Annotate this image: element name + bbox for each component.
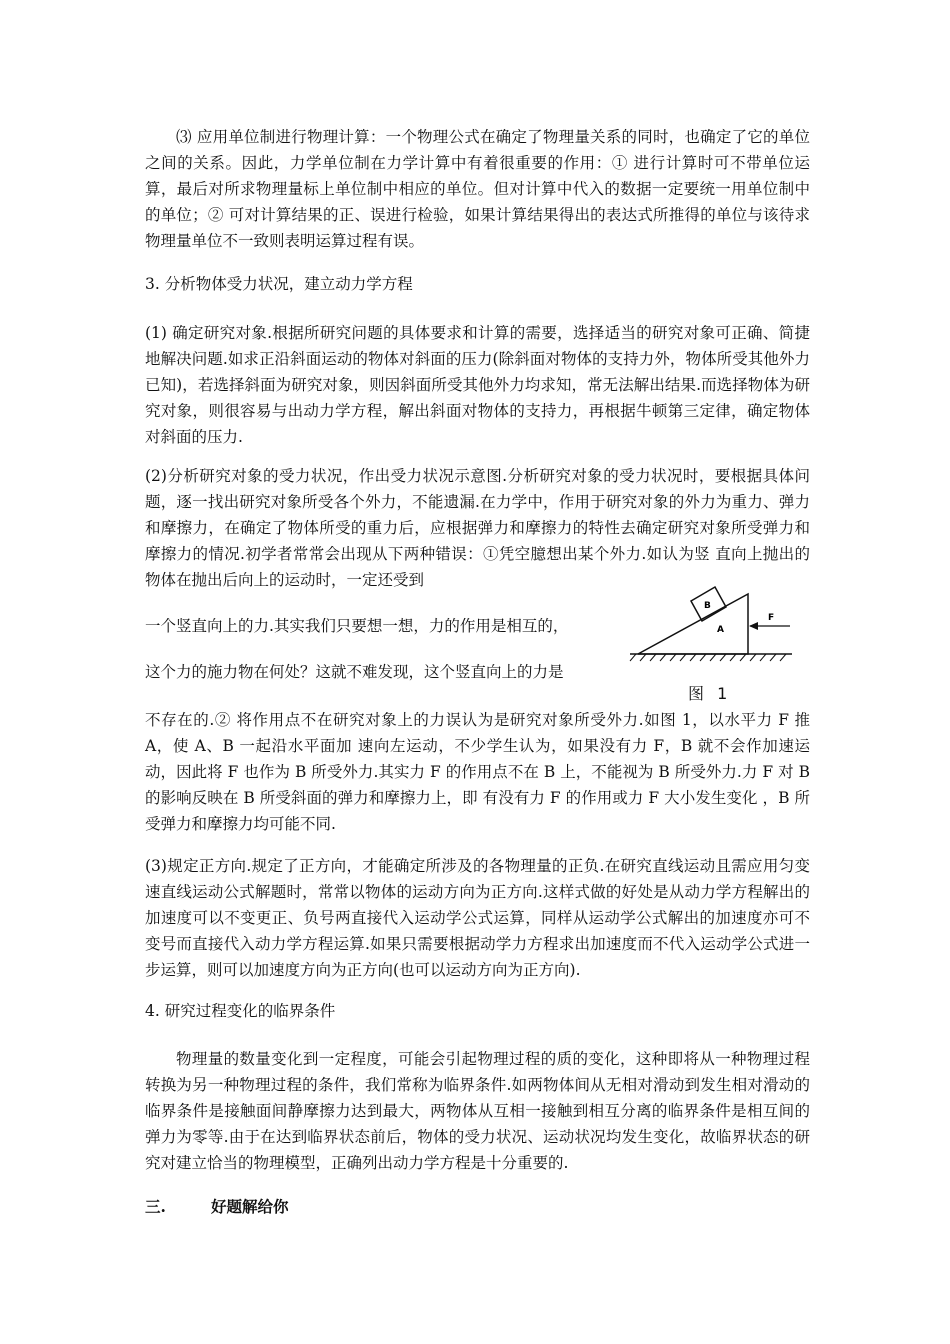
section-number: 三. bbox=[145, 1197, 166, 1216]
label-b: B bbox=[704, 601, 711, 611]
paragraph-positive-direction: (3)规定正方向.规定了正方向，才能确定所涉及的各物理量的正负.在研究直线运动且需应用匀变速直线运动公式解题时，常常以物体的运动方向为正方向.这样式做的好处是从动力学方程解出的加速度可以不变更正、负号两直接代入运动学公式运算，同样从运动学公式解出的加速度亦可不变号而直接代入动力学方程运算.如果只需要根据动学力方程求出加速度而不代入运动学公式进一步运算，则可以加速度方向为正方向(也可以运动方向为正方向). bbox=[145, 857, 810, 979]
heading-force-analysis: 3. 分析物体受力状况，建立动力学方程 bbox=[145, 275, 413, 293]
paragraph-unit-calculation: ⑶ 应用单位制进行物理计算：一个物理公式在确定了物理量关系的同时，也确定了它的单位之间的关系。因此，力学单位制在力学计算中有着很重要的作用：① 进行计算时可不带单位运算，最后对所求物理量标上单位制中相应的单位。但对计算中代入的数据一定要统一用单位制中的单位；② 可对计算结果的正、误进行检验，如果计算结果得出的表达式所推得的单位与该待求物理量单位不一致则表明运算过程有误。 bbox=[145, 128, 810, 250]
force-f-arrowhead bbox=[749, 622, 758, 630]
paragraph-critical-conditions: 物理量的数量变化到一定程度，可能会引起物理过程的质的变化，这种即将从一种物理过程转换为另一种物理过程的条件，我们常称为临界条件.如两物体间从无相对滑动到发生相对滑动的临界条件是接触面间静摩擦力达到最大，两物体从互相一接触到相互分离的临界条件是相互间的弹力为零等.由于在达到临界状态前后，物体的受力状况、运动状况均发生变化，故临界状态的研究对建立恰当的物理模型，正确列出动力学方程是十分重要的. bbox=[145, 1050, 810, 1172]
paragraph-force-analysis-line2: 一个竖直向上的力.其实我们只要想一想，力的作用是相互的， bbox=[145, 617, 569, 635]
label-f: F bbox=[768, 613, 775, 623]
incline-block-a bbox=[638, 594, 748, 654]
heading-critical-conditions: 4. 研究过程变化的临界条件 bbox=[145, 1002, 336, 1020]
paragraph-force-analysis-line3: 这个力的施力物在何处？这就不难发现，这个竖直向上的力是 bbox=[145, 663, 564, 681]
paragraph-force-analysis-bottom: 不存在的.② 将作用点不在研究对象上的力误认为是研究对象所受外力.如图 1，以水平力 F 推 A，使 A、B 一起沿水平面加 速向左运动，不少学生认为，如果没有力 F，B 就不会作加速运动，因此将 F 也作为 B 所受外力.其实力 F 的作用点不在 B 上，不能视为 B 所受外力.力 F 对 B 的影响反映在 B 所受斜面的弹力和摩擦力上，即 有没有力 F 的作用或力 F 大小发生变化 ，B 所受弹力和摩擦力均可能不同. bbox=[145, 711, 810, 833]
figure-caption: 图 1 bbox=[688, 684, 732, 703]
section-title: 好题解给你 bbox=[211, 1197, 289, 1216]
section-heading bbox=[145, 1194, 289, 1220]
label-a: A bbox=[717, 625, 724, 635]
paragraph-force-analysis-top: (2)分析研究对象的受力状况，作出受力状况示意图.分析研究对象的受力状况时，要根据具体问题，逐一找出研究对象所受各个外力，不能遗漏.在力学中，作用于研究对象的外力为重力、弹力和摩擦力，在确定了物体所受的重力后，应根据弹力和摩擦力的特性去确定研究对象所受弹力和摩擦力的情况.初学者常常会出现从下两种错误：①凭空臆想出某个外力.如认为竖 直向上抛出的物体在抛出后向上的运动时，一定还受到 bbox=[145, 467, 810, 589]
paragraph-research-object: (1) 确定研究对象.根据所研究问题的具体要求和计算的需要，选择适当的研究对象可正确、简捷地解决问题.如求正沿斜面运动的物体对斜面的压力(除斜面对物体的支持力外，物体所受其他外力已知)，若选择斜面为研究对象，则因斜面所受其他外力均求知，常无法解出结果.而选择物体为研究对象，则很容易与出动力学方程，解出斜面对物体的支持力，再根据牛顿第三定律，确定物体对斜面的压力. bbox=[145, 324, 810, 446]
ground-hatching bbox=[630, 654, 786, 661]
